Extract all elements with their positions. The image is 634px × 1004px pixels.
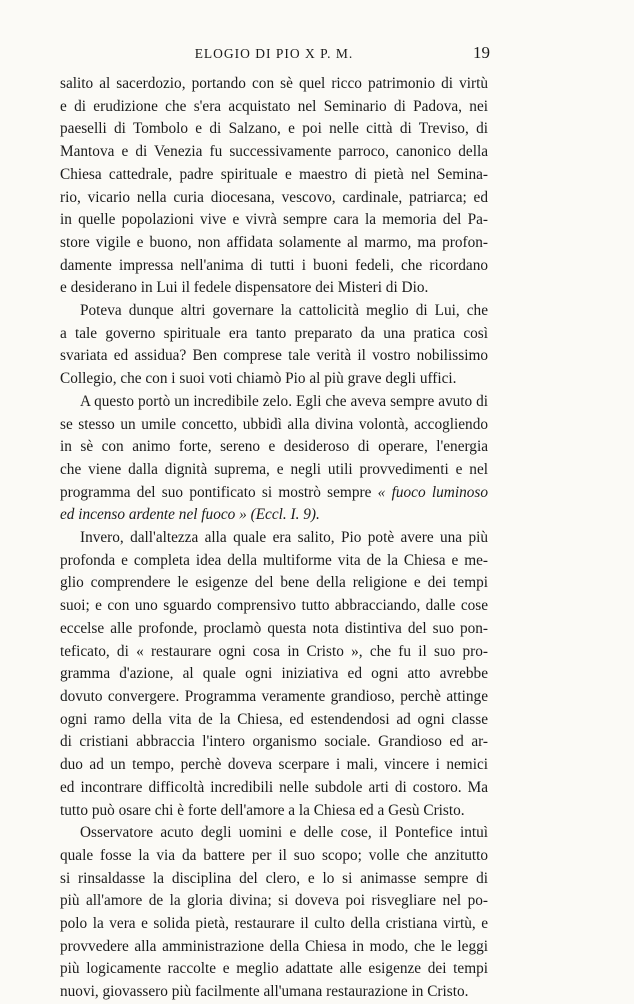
text-line: glio comprendere le esigenze del bene della religione e dei tempi [60,574,488,592]
text-line: e desiderano in Lui il fedele dispensatore dei Misteri di Dio. [60,279,429,297]
paragraph [60,391,488,527]
text-line: paeselli di Tombolo e di Salzano, e poi nelle città di Treviso, di [60,120,488,138]
paragraph [60,822,488,1004]
text-line: svariata ed assidua? Ben comprese tale verità il vostro nobilissimo [60,347,488,365]
text-line: tutto può osare chi è forte dell'amore a la Chiesa ed a Gesù Cristo. [60,801,465,819]
text-line: eccelse alle profonde, proclamò questa nota distintiva del suo pon- [60,619,488,637]
page-number: 19 [473,43,490,62]
text-line: store vigile e buono, non affidata solamente al marmo, ma profon- [60,233,488,251]
text-line [60,482,488,505]
text-line: duo ad un tempo, perchè doveva scerpare i mali, vincere i nemici [60,756,488,774]
text-line: polo la vera e solida pietà, restaurare il culto della cristiana virtù, e [60,915,488,933]
text-line: in quelle popolazioni vive e vivrà sempre cara la memoria del Pa- [60,211,488,229]
text-line: quale fosse la via da battere per il suo scopo; volle che anzitutto [60,846,488,864]
body-text [60,73,488,1004]
text-line: più all'amore de la gloria divina; si doveva poi risvegliare nel po- [60,892,488,910]
text-line: ed incontrare difficoltà incredibili nelle subdole arti di costoro. Ma [60,778,488,796]
text-line: Invero, dall'altezza alla quale era salito, Pio potè avere una più [80,529,488,547]
text-line: profonda e completa idea della multiforme vita de la Chiesa e me- [60,551,488,569]
text-line: gramma d'azione, al quale ogni iniziativa ed ogni atto avrebbe [60,665,488,683]
text-line: e di erudizione che s'era acquistato nel Seminario di Padova, nei [60,97,488,115]
text-line: nuovi, giovassero più facilmente all'umana restaurazione in Cristo. [60,983,469,1001]
text-line: Osservatore acuto degli uomini e delle cose, il Pontefice intuì [80,824,488,842]
text-line: provvedere alla amministrazione della Chiesa in modo, che le leggi [60,937,488,955]
text-line: si rinsaldasse la disciplina del clero, e lo si animasse sempre di [60,869,488,887]
text-line: Mantova e di Venezia fu successivamente parroco, canonico della [60,143,488,161]
text-line: ogni ramo della vita de la Chiesa, ed estendendosi ad ogni classe [60,710,488,728]
quotation: « fuoco luminoso [377,483,488,501]
text-line: teficato, di « restaurare ogni cosa in Cristo », che fu il suo pro- [60,642,488,660]
quotation: ed incenso ardente nel fuoco » [60,506,247,524]
text-line: di cristiani abbraccia l'intero organismo sociale. Grandioso ed ar- [60,733,488,751]
citation: (Eccl. I. 9). [250,506,320,524]
paragraph [60,527,488,822]
text-line: Collegio, che con i suoi voti chiamò Pio al più grave degli uffici. [60,370,457,388]
text-line: suoi; e con uno sguardo comprensivo tutto abbracciando, dalle cose [60,597,488,615]
text-line: Poteva dunque altri governare la cattolicità meglio di Lui, che [80,302,488,320]
page-header [60,43,490,66]
text-line: più logicamente raccolte e meglio adattate alle esigenze dei tempi [60,960,488,978]
text-line: A questo portò un incredibile zelo. Egli che aveva sempre avuto di [80,392,488,410]
text-line: dovuto convergere. Programma veramente grandioso, perchè attinge [60,687,488,705]
text-line: a tale governo spirituale era tanto preparato da una pratica così [60,324,488,342]
text-line: se stesso un umile concetto, ubbidì alla divina volontà, accogliendo [60,415,488,433]
paragraph [60,73,488,300]
running-title: ELOGIO DI PIO X P. M. [194,46,354,61]
text-line: che viene dalla dignità suprema, e negli utili provvedimenti e nel [60,460,488,478]
text-line: rio, vicario nella curia diocesana, vescovo, cardinale, patriarca; ed [60,188,488,206]
paragraph [60,300,488,391]
text-line: Chiesa cattedrale, padre spirituale e maestro di pietà nel Semina- [60,165,488,183]
text-segment: programma del suo pontificato si mostrò sempre [60,483,372,501]
text-line: in sè con animo forte, sereno e desideroso di operare, l'energia [60,438,488,456]
text-line: damente impressa nell'anima di tutti i buoni fedeli, che ricordano [60,256,488,274]
text-line [60,504,488,527]
text-line: salito al sacerdozio, portando con sè quel ricco patrimonio di virtù [60,75,488,92]
